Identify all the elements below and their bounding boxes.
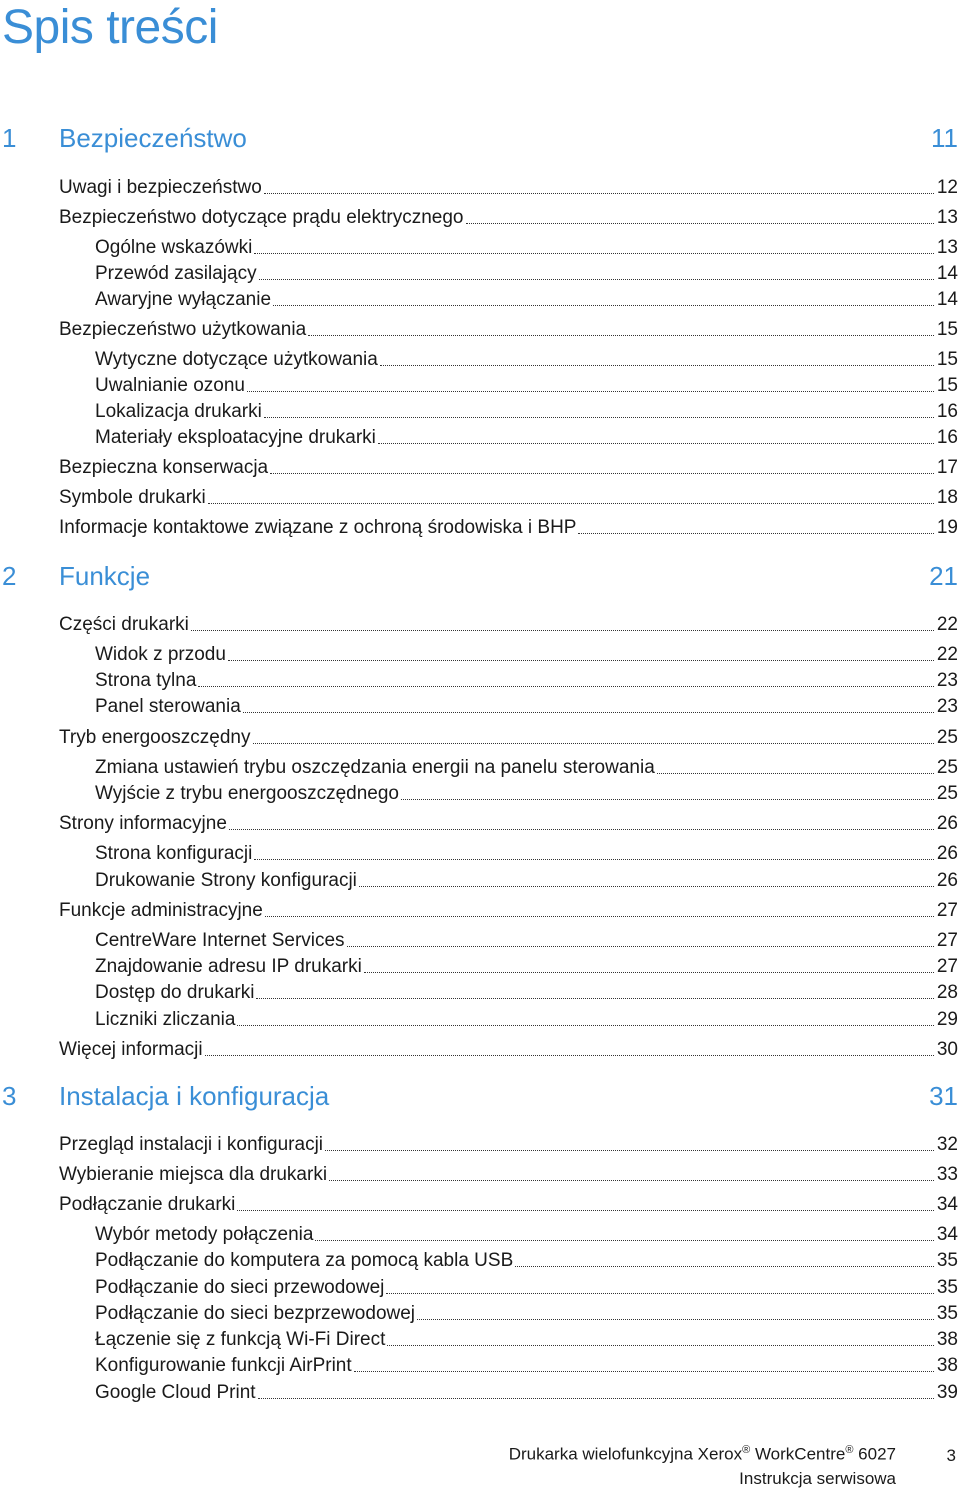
toc-entry-page: 27 — [936, 900, 958, 921]
toc-entry[interactable] — [95, 288, 958, 312]
chapter-title: Funkcje — [59, 561, 151, 591]
dot-leader — [329, 1180, 934, 1181]
toc-entry-label: Panel sterowania — [95, 696, 241, 717]
toc-entry-page: 16 — [936, 427, 958, 448]
dot-leader — [315, 1240, 933, 1241]
toc-entry-label: Funkcje administracyjne — [59, 900, 263, 921]
footer-subtitle: Instrukcja serwisowa — [739, 1469, 896, 1488]
toc-entry-label: Dostęp do drukarki — [95, 982, 255, 1003]
dot-leader — [253, 743, 934, 744]
toc-entry-page: 35 — [936, 1250, 958, 1271]
toc-entry-page: 34 — [936, 1194, 958, 1215]
toc-entry-page: 12 — [936, 177, 958, 198]
toc-entry-label: Łączenie się z funkcją Wi-Fi Direct — [95, 1329, 386, 1350]
toc-entry[interactable] — [59, 456, 958, 480]
toc-entry-page: 26 — [936, 870, 958, 891]
toc-entry[interactable] — [59, 486, 958, 510]
dot-leader — [386, 1293, 933, 1294]
toc-entry-page: 39 — [936, 1382, 958, 1403]
dot-leader — [254, 859, 933, 860]
dot-leader — [270, 473, 934, 474]
toc-entry[interactable] — [95, 1008, 958, 1032]
toc-entry-label: Materiały eksploatacyjne drukarki — [95, 427, 376, 448]
toc-entry[interactable] — [59, 1193, 958, 1217]
dot-leader — [258, 1398, 934, 1399]
chapter-page: 11 — [931, 123, 958, 153]
toc-entry[interactable] — [95, 869, 958, 893]
dot-leader — [359, 886, 934, 887]
dot-leader — [264, 193, 934, 194]
toc-entry-page: 35 — [936, 1303, 958, 1324]
toc-entry-label: Bezpieczeństwo użytkowania — [59, 319, 307, 340]
dot-leader — [515, 1266, 934, 1267]
toc-entry-label: Liczniki zliczania — [95, 1009, 236, 1030]
toc-entry-label: Podłączanie do komputera za pomocą kabla USB — [95, 1250, 514, 1271]
toc-entry[interactable] — [59, 206, 958, 230]
registered-mark: ® — [742, 1444, 751, 1456]
toc-entry-page: 19 — [936, 517, 958, 538]
dot-leader — [259, 279, 934, 280]
toc-entry-page: 22 — [936, 614, 958, 635]
dot-leader — [380, 365, 934, 366]
dot-leader — [247, 391, 934, 392]
toc-entry[interactable] — [95, 955, 958, 979]
toc-entry[interactable] — [59, 613, 958, 637]
toc-entry-page: 13 — [936, 237, 958, 258]
toc-entry[interactable] — [95, 1381, 958, 1405]
dot-leader — [237, 1210, 933, 1211]
toc-entry[interactable] — [95, 374, 958, 398]
toc-entry-page: 25 — [936, 727, 958, 748]
dot-leader — [198, 686, 933, 687]
toc-entry[interactable] — [95, 643, 958, 667]
chapter-number: 3 — [2, 1081, 17, 1111]
dot-leader — [237, 1025, 933, 1026]
toc-entry[interactable] — [95, 1328, 958, 1352]
toc-entry-label: Uwagi i bezpieczeństwo — [59, 177, 262, 198]
toc-entry-label: Wytyczne dotyczące użytkowania — [95, 349, 378, 370]
dot-leader — [354, 1371, 934, 1372]
toc-entry-page: 26 — [936, 813, 958, 834]
toc-entry-page: 27 — [936, 956, 958, 977]
toc-entry[interactable] — [59, 1133, 958, 1157]
toc-entry-page: 23 — [936, 696, 958, 717]
chapter-page: 21 — [929, 561, 958, 591]
toc-entry-label: Przegląd instalacji i konfiguracji — [59, 1134, 324, 1155]
toc-entry[interactable] — [95, 1249, 958, 1273]
toc-entry-label: Przewód zasilający — [95, 263, 257, 284]
toc-entry[interactable] — [95, 981, 958, 1005]
toc-entry[interactable] — [59, 1038, 958, 1062]
dot-leader — [243, 712, 934, 713]
dot-leader — [364, 972, 934, 973]
dot-leader — [466, 223, 934, 224]
toc-entry[interactable] — [59, 318, 958, 342]
toc-entry[interactable] — [59, 176, 958, 200]
toc-entry-page: 25 — [936, 783, 958, 804]
toc-entry-label: Bezpieczna konserwacja — [59, 457, 269, 478]
toc-entry-page: 38 — [936, 1329, 958, 1350]
dot-leader — [347, 946, 934, 947]
toc-entry-page: 22 — [936, 644, 958, 665]
dot-leader — [205, 1055, 934, 1056]
dot-leader — [325, 1150, 934, 1151]
dot-leader — [378, 443, 934, 444]
toc-entry[interactable] — [95, 782, 958, 806]
toc-entry-page: 27 — [936, 930, 958, 951]
dot-leader — [254, 253, 934, 254]
toc-entry[interactable] — [95, 1302, 958, 1326]
dot-leader — [308, 335, 934, 336]
toc-entry[interactable] — [59, 726, 958, 750]
toc-entry-page: 30 — [936, 1039, 958, 1060]
dot-leader — [578, 533, 933, 534]
toc-entry[interactable] — [95, 348, 958, 372]
toc-entry[interactable] — [95, 1354, 958, 1378]
toc-entry-label: Symbole drukarki — [59, 487, 206, 508]
footer-product-brand: Drukarka wielofunkcyjna Xerox — [508, 1444, 743, 1464]
toc-entry-page: 15 — [936, 349, 958, 370]
toc-entry-label: Google Cloud Print — [95, 1382, 256, 1403]
chapter-heading[interactable] — [0, 118, 958, 158]
chapter-number: 2 — [2, 561, 17, 591]
toc-entry-label: Bezpieczeństwo dotyczące prądu elektrycznego — [59, 207, 464, 228]
toc-entry-page: 14 — [936, 289, 958, 310]
toc-entry-page: 13 — [936, 207, 958, 228]
dot-leader — [208, 503, 934, 504]
dot-leader — [264, 417, 934, 418]
toc-entry-page: 33 — [936, 1164, 958, 1185]
toc-entry-page: 18 — [936, 487, 958, 508]
toc-entry-label: Zmiana ustawień trybu oszczędzania energii na panelu sterowania — [95, 757, 655, 778]
toc-entry[interactable] — [95, 695, 958, 719]
toc-entry[interactable] — [95, 1223, 958, 1247]
chapter-heading[interactable] — [0, 1076, 958, 1116]
dot-leader — [273, 305, 934, 306]
toc-entry-page: 17 — [936, 457, 958, 478]
toc-entry[interactable] — [95, 756, 958, 780]
page-number: 3 — [946, 1446, 956, 1465]
toc-entry-label: Wybór metody połączenia — [95, 1224, 314, 1245]
toc-entry-label: Wybieranie miejsca dla drukarki — [59, 1164, 328, 1185]
toc-entry-label: Wyjście z trybu energooszczędnego — [95, 783, 399, 804]
toc-entry-label: Strona konfiguracji — [95, 843, 253, 864]
toc-entry-label: Ogólne wskazówki — [95, 237, 253, 258]
dot-leader — [265, 916, 934, 917]
toc-entry-label: Strona tylna — [95, 670, 197, 691]
toc-entry[interactable] — [95, 426, 958, 450]
toc-entry-label: Więcej informacji — [59, 1039, 203, 1060]
toc-entry-page: 14 — [936, 263, 958, 284]
registered-mark: ® — [845, 1444, 854, 1456]
toc-entry[interactable] — [59, 812, 958, 836]
toc-entry-label: Awaryjne wyłączanie — [95, 289, 272, 310]
chapter-page: 31 — [929, 1081, 958, 1111]
dot-leader — [417, 1319, 934, 1320]
toc-entry-label: Tryb energooszczędny — [59, 727, 251, 748]
toc-entry-label: Lokalizacja drukarki — [95, 401, 262, 422]
toc-entry-page: 23 — [936, 670, 958, 691]
toc-entry-page: 25 — [936, 757, 958, 778]
page-title: Spis treści — [2, 1, 218, 54]
toc-entry-page: 29 — [936, 1009, 958, 1030]
footer-product-model: WorkCentre — [754, 1444, 846, 1464]
toc-entry[interactable] — [95, 236, 958, 260]
toc-entry-label: Drukowanie Strony konfiguracji — [95, 870, 357, 891]
chapter-title: Instalacja i konfiguracja — [59, 1081, 330, 1111]
dot-leader — [387, 1345, 933, 1346]
dot-leader — [191, 630, 934, 631]
toc-entry-page: 32 — [936, 1134, 958, 1155]
toc-entry-label: Znajdowanie adresu IP drukarki — [95, 956, 362, 977]
chapter-heading[interactable] — [0, 556, 958, 596]
footer-product-number: 6027 — [858, 1444, 896, 1464]
toc-entry-label: Podłączanie drukarki — [59, 1194, 236, 1215]
toc-entry-label: Informacje kontaktowe związane z ochroną środowiska i BHP — [59, 517, 577, 538]
toc-entry[interactable] — [95, 400, 958, 424]
toc-entry-label: Części drukarki — [59, 614, 189, 635]
toc-entry-page: 38 — [936, 1355, 958, 1376]
toc-entry-page: 34 — [936, 1224, 958, 1245]
toc-entry-page: 15 — [936, 319, 958, 340]
toc-entry-page: 16 — [936, 401, 958, 422]
chapter-number: 1 — [2, 123, 17, 153]
toc-entry-page: 26 — [936, 843, 958, 864]
toc-entry-page: 35 — [936, 1277, 958, 1298]
toc-entry[interactable] — [95, 262, 958, 286]
toc-entry[interactable] — [95, 929, 958, 953]
toc-entry-label: Podłączanie do sieci bezprzewodowej — [95, 1303, 416, 1324]
toc-entry[interactable] — [59, 899, 958, 923]
toc-entry-label: Strony informacyjne — [59, 813, 227, 834]
dot-leader — [401, 799, 934, 800]
toc-entry[interactable] — [95, 669, 958, 693]
dot-leader — [256, 998, 933, 999]
dot-leader — [229, 829, 934, 830]
toc-entry-label: CentreWare Internet Services — [95, 930, 345, 951]
toc-entry-label: Widok z przodu — [95, 644, 226, 665]
toc-entry-label: Podłączanie do sieci przewodowej — [95, 1277, 385, 1298]
toc-entry[interactable] — [95, 842, 958, 866]
toc-entry[interactable] — [95, 1276, 958, 1300]
toc-entry-label: Konfigurowanie funkcji AirPrint — [95, 1355, 352, 1376]
dot-leader — [228, 660, 934, 661]
toc-entry-page: 28 — [936, 982, 958, 1003]
toc-entry-page: 15 — [936, 375, 958, 396]
footer-product — [509, 1444, 896, 1465]
toc-entry[interactable] — [59, 1163, 958, 1187]
toc-entry-label: Uwalnianie ozonu — [95, 375, 245, 396]
dot-leader — [657, 773, 934, 774]
chapter-title: Bezpieczeństwo — [59, 123, 247, 153]
toc-entry[interactable] — [59, 516, 958, 540]
